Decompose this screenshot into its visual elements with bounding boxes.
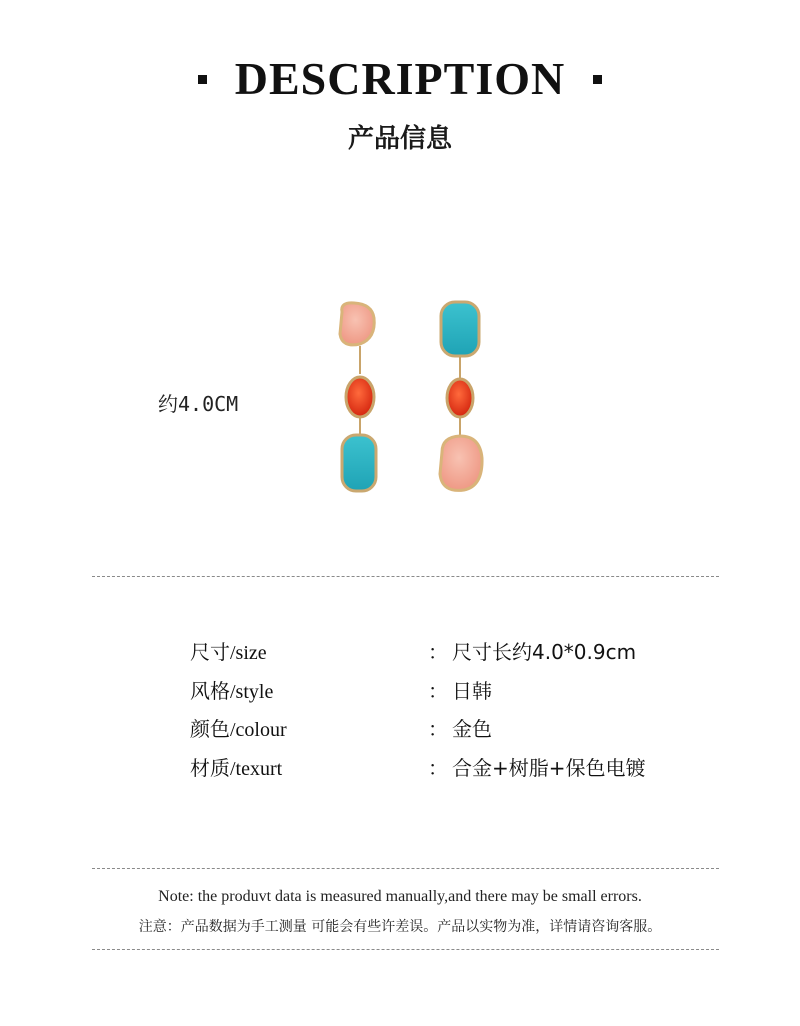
spec-value: 合金+树脂+保色电镀 <box>452 756 646 780</box>
bullet-dot-icon <box>593 75 602 84</box>
spec-value: 日韩 <box>452 679 492 703</box>
size-callout: 约4.0CM <box>158 392 239 416</box>
spec-key: 颜色/colour <box>190 719 287 741</box>
spec-colon: ： <box>428 679 448 703</box>
spec-colon: ： <box>428 756 448 780</box>
spec-row <box>0 713 800 743</box>
divider <box>92 949 719 950</box>
drop-earrings-image <box>320 290 500 505</box>
spec-key: 风格/style <box>190 681 274 703</box>
product-image <box>320 290 500 510</box>
page-subtitle: 产品信息 <box>347 124 452 154</box>
spec-colon: ： <box>428 717 448 741</box>
divider <box>92 576 719 577</box>
page-title <box>0 52 800 105</box>
title-text: DESCRIPTION <box>234 53 566 104</box>
note-chinese: 注意：产品数据为手工测量 可能会有些许差误。产品以实物为准，详情请咨询客服。 <box>138 919 662 935</box>
note-english: Note: the produvt data is measured manually,and there may be small errors. <box>158 888 642 905</box>
right-earring <box>440 302 482 490</box>
spec-colon: ： <box>428 640 448 664</box>
spec-value: 尺寸长约4.0*0.9cm <box>452 640 637 664</box>
spec-key: 尺寸/size <box>190 642 267 664</box>
divider <box>92 868 719 869</box>
spec-value: 金色 <box>452 717 492 741</box>
spec-row <box>0 636 800 666</box>
bullet-dot-icon <box>198 75 207 84</box>
spec-key: 材质/texurt <box>190 758 283 780</box>
left-earring <box>340 303 376 491</box>
spec-row <box>0 752 800 782</box>
spec-row <box>0 675 800 705</box>
